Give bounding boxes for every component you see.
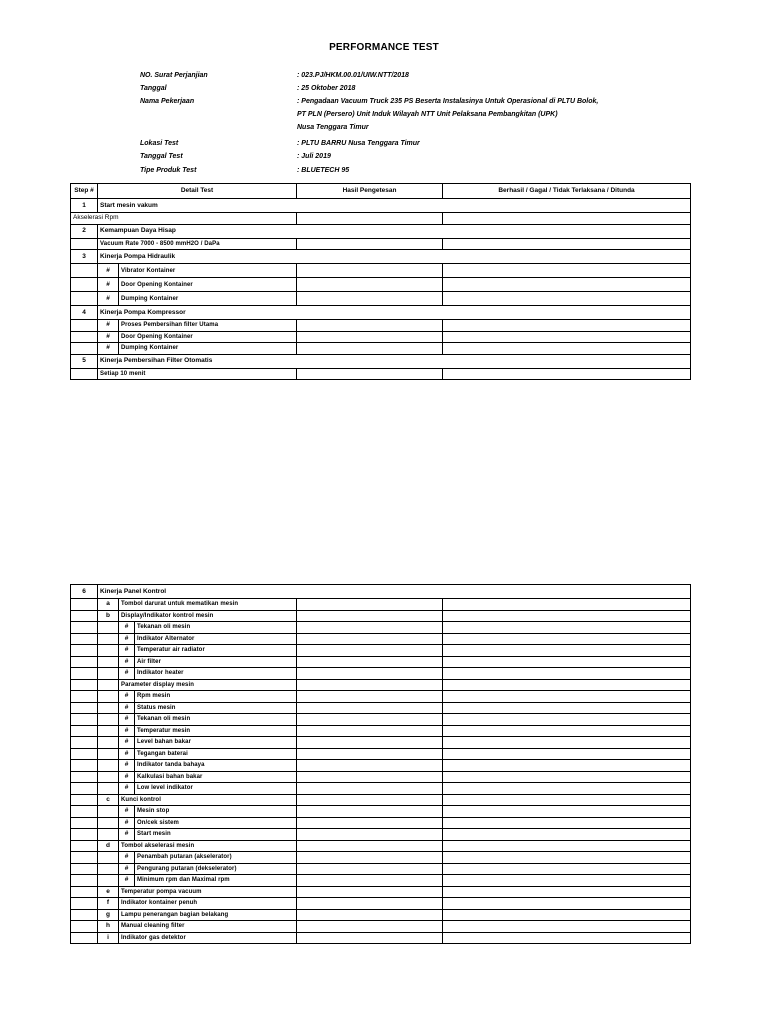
test-item: Temperatur pompa vacuum xyxy=(119,886,297,898)
item-letter: g xyxy=(98,909,119,921)
item-letter xyxy=(98,725,119,737)
item-marker: # xyxy=(119,771,135,783)
test-item: Tekanan oli mesin xyxy=(135,714,297,726)
empty-cell xyxy=(71,645,98,657)
status-cell[interactable] xyxy=(443,840,691,852)
table-row xyxy=(71,829,691,841)
table-row xyxy=(71,840,691,852)
empty-cell xyxy=(71,679,98,691)
test-item: Indikator tanda bahaya xyxy=(135,760,297,772)
status-cell[interactable] xyxy=(443,783,691,795)
status-cell[interactable] xyxy=(443,760,691,772)
result-cell[interactable] xyxy=(297,656,443,668)
step-number: 2 xyxy=(71,224,98,238)
meta-value: Nusa Tenggara Timur xyxy=(297,124,369,131)
table-row xyxy=(71,633,691,645)
item-letter xyxy=(98,668,119,680)
step-title: Kemampuan Daya Hisap xyxy=(98,224,691,238)
result-cell[interactable] xyxy=(297,921,443,933)
table-row xyxy=(71,599,691,611)
empty-cell xyxy=(71,748,98,760)
item-letter xyxy=(98,875,119,887)
test-item: Indikator heater xyxy=(135,668,297,680)
empty-cell xyxy=(71,668,98,680)
status-cell[interactable] xyxy=(443,875,691,887)
item-marker: # xyxy=(119,806,135,818)
item-marker: # xyxy=(119,668,135,680)
status-cell[interactable] xyxy=(443,264,691,278)
result-cell[interactable] xyxy=(297,748,443,760)
item-marker: # xyxy=(119,725,135,737)
meta-value: : BLUETECH 95 xyxy=(297,167,350,174)
test-item: Door Opening Kontainer xyxy=(119,278,297,292)
test-item: Rpm mesin xyxy=(135,691,297,703)
empty-cell xyxy=(71,921,98,933)
result-cell[interactable] xyxy=(297,368,443,380)
empty-cell xyxy=(71,656,98,668)
empty-cell xyxy=(71,737,98,749)
table-row xyxy=(71,875,691,887)
table-header-row xyxy=(71,184,691,199)
item-letter xyxy=(98,622,119,634)
item-letter xyxy=(98,633,119,645)
empty-cell xyxy=(71,932,98,944)
table-row xyxy=(71,199,691,213)
status-cell[interactable] xyxy=(443,679,691,691)
table-row xyxy=(71,645,691,657)
step-number: 6 xyxy=(71,585,98,599)
test-item: Tegangan baterai xyxy=(135,748,297,760)
table-row xyxy=(71,331,691,343)
table-row xyxy=(71,354,691,368)
table-row xyxy=(71,656,691,668)
result-cell[interactable] xyxy=(297,702,443,714)
table-row xyxy=(71,622,691,634)
empty-cell xyxy=(71,320,98,332)
page-title: PERFORMANCE TEST xyxy=(329,42,439,53)
test-item: Door Opening Kontainer xyxy=(119,331,297,343)
result-cell[interactable] xyxy=(297,852,443,864)
step-title: Kinerja Pompa Hidraulik xyxy=(98,250,691,264)
status-cell[interactable] xyxy=(443,668,691,680)
item-marker: # xyxy=(119,622,135,634)
empty-cell xyxy=(71,909,98,921)
empty-cell xyxy=(71,840,98,852)
test-item: Indikator kontainer penuh xyxy=(119,898,297,910)
meta-value: : PLTU BARRU Nusa Tenggara Timur xyxy=(297,140,420,147)
test-item: Proses Pembersihan filter Utama xyxy=(119,320,297,332)
item-marker: # xyxy=(119,633,135,645)
table-row xyxy=(71,725,691,737)
item-letter: c xyxy=(98,794,119,806)
test-item: Temperatur mesin xyxy=(135,725,297,737)
status-cell[interactable] xyxy=(443,292,691,306)
item-letter xyxy=(98,863,119,875)
item-letter: e xyxy=(98,886,119,898)
table-row xyxy=(71,343,691,355)
table-row xyxy=(71,898,691,910)
empty-cell xyxy=(71,331,98,343)
item-marker: # xyxy=(119,656,135,668)
status-cell[interactable] xyxy=(443,863,691,875)
meta-value: : Juli 2019 xyxy=(297,153,331,160)
item-marker: # xyxy=(98,264,119,278)
status-cell[interactable] xyxy=(443,921,691,933)
status-cell[interactable] xyxy=(443,898,691,910)
empty-cell xyxy=(71,760,98,772)
result-cell[interactable] xyxy=(297,343,443,355)
table-row xyxy=(71,250,691,264)
item-letter xyxy=(98,714,119,726)
empty-cell xyxy=(71,633,98,645)
status-cell[interactable] xyxy=(443,794,691,806)
status-cell[interactable] xyxy=(443,599,691,611)
result-cell[interactable] xyxy=(297,760,443,772)
empty-cell xyxy=(71,886,98,898)
status-cell[interactable] xyxy=(443,817,691,829)
status-cell[interactable] xyxy=(443,368,691,380)
item-letter xyxy=(98,691,119,703)
step-title: Kinerja Pompa Kompressor xyxy=(98,306,691,320)
step-title: Kinerja Pembersihan Filter Otomatis xyxy=(98,354,691,368)
item-marker: # xyxy=(119,817,135,829)
table-row xyxy=(71,806,691,818)
item-marker: # xyxy=(119,691,135,703)
empty-cell xyxy=(71,691,98,703)
empty-cell xyxy=(71,238,98,250)
result-cell[interactable] xyxy=(297,668,443,680)
test-item: Level bahan bakar xyxy=(135,737,297,749)
test-item: Tekanan oli mesin xyxy=(135,622,297,634)
result-cell[interactable] xyxy=(297,213,443,225)
empty-cell xyxy=(71,863,98,875)
status-cell[interactable] xyxy=(443,702,691,714)
item-marker: # xyxy=(98,292,119,306)
result-cell[interactable] xyxy=(297,771,443,783)
empty-cell xyxy=(71,343,98,355)
status-cell[interactable] xyxy=(443,691,691,703)
table-row xyxy=(71,224,691,238)
result-cell[interactable] xyxy=(297,817,443,829)
item-letter xyxy=(98,783,119,795)
result-cell[interactable] xyxy=(297,829,443,841)
table-row xyxy=(71,909,691,921)
table-row xyxy=(71,585,691,599)
item-marker: # xyxy=(98,320,119,332)
result-cell[interactable] xyxy=(297,863,443,875)
item-marker: # xyxy=(119,737,135,749)
item-letter: f xyxy=(98,898,119,910)
item-letter xyxy=(98,748,119,760)
item-marker: # xyxy=(98,331,119,343)
item-letter xyxy=(98,702,119,714)
status-cell[interactable] xyxy=(443,238,691,250)
table-row xyxy=(71,886,691,898)
item-marker: # xyxy=(119,783,135,795)
status-cell[interactable] xyxy=(443,886,691,898)
result-cell[interactable] xyxy=(297,898,443,910)
table-row xyxy=(71,863,691,875)
table-row xyxy=(71,213,691,225)
empty-cell xyxy=(71,622,98,634)
table-row xyxy=(71,238,691,250)
result-cell[interactable] xyxy=(297,331,443,343)
table-row xyxy=(71,610,691,622)
table-row xyxy=(71,748,691,760)
item-letter xyxy=(98,656,119,668)
result-cell[interactable] xyxy=(297,320,443,332)
empty-cell xyxy=(71,875,98,887)
table-row xyxy=(71,691,691,703)
test-item: Indikator Alternator xyxy=(135,633,297,645)
result-cell[interactable] xyxy=(297,909,443,921)
table-row xyxy=(71,668,691,680)
meta-label: Tanggal xyxy=(140,85,167,92)
meta-value: : 25 Oktober 2018 xyxy=(297,85,356,92)
item-marker: # xyxy=(119,875,135,887)
status-cell[interactable] xyxy=(443,645,691,657)
test-item: Low level indikator xyxy=(135,783,297,795)
item-marker: # xyxy=(119,645,135,657)
status-cell[interactable] xyxy=(443,806,691,818)
header-detail: Detail Test xyxy=(98,184,297,199)
table-row xyxy=(71,306,691,320)
test-item: Dumping Kontainer xyxy=(119,292,297,306)
status-cell[interactable] xyxy=(443,909,691,921)
result-cell[interactable] xyxy=(297,645,443,657)
table-row xyxy=(71,852,691,864)
result-cell[interactable] xyxy=(297,714,443,726)
header-step: Step # xyxy=(71,184,98,199)
empty-cell xyxy=(71,725,98,737)
performance-table-2 xyxy=(70,584,691,944)
status-cell[interactable] xyxy=(443,771,691,783)
result-cell[interactable] xyxy=(297,633,443,645)
table-row xyxy=(71,278,691,292)
item-marker: # xyxy=(119,714,135,726)
result-cell[interactable] xyxy=(297,610,443,622)
status-cell[interactable] xyxy=(443,633,691,645)
result-cell[interactable] xyxy=(297,875,443,887)
table-row xyxy=(71,702,691,714)
result-cell[interactable] xyxy=(297,783,443,795)
result-cell[interactable] xyxy=(297,725,443,737)
table-row xyxy=(71,760,691,772)
empty-cell xyxy=(71,806,98,818)
test-item: Temperatur air radiator xyxy=(135,645,297,657)
item-letter xyxy=(98,645,119,657)
meta-label: NO. Surat Perjanjian xyxy=(140,72,208,79)
empty-cell xyxy=(71,278,98,292)
empty-cell xyxy=(71,599,98,611)
test-item: Akselerasi Rpm xyxy=(71,213,297,225)
meta-value: : Pengadaan Vacuum Truck 235 PS Beserta Instalasinya Untuk Operasional di PLTU Bolok, xyxy=(297,98,599,105)
test-item: Penambah putaran (akselerator) xyxy=(135,852,297,864)
status-cell[interactable] xyxy=(443,331,691,343)
item-letter xyxy=(98,771,119,783)
empty-cell xyxy=(71,771,98,783)
item-marker: # xyxy=(98,343,119,355)
table-row xyxy=(71,368,691,380)
status-cell[interactable] xyxy=(443,829,691,841)
result-cell[interactable] xyxy=(297,932,443,944)
empty-cell xyxy=(71,829,98,841)
performance-table-1 xyxy=(70,183,691,380)
test-item: Tombol darurat untuk mematikan mesin xyxy=(119,599,297,611)
result-cell[interactable] xyxy=(297,886,443,898)
result-cell[interactable] xyxy=(297,737,443,749)
item-letter xyxy=(98,817,119,829)
test-item: Tombol akselerasi mesin xyxy=(119,840,297,852)
empty-cell xyxy=(71,702,98,714)
result-cell[interactable] xyxy=(297,840,443,852)
item-letter xyxy=(98,737,119,749)
test-item: Indikator gas detektor xyxy=(119,932,297,944)
table-row xyxy=(71,714,691,726)
test-item: Mesin stop xyxy=(135,806,297,818)
status-cell[interactable] xyxy=(443,320,691,332)
result-cell[interactable] xyxy=(297,599,443,611)
empty-cell xyxy=(71,783,98,795)
result-cell[interactable] xyxy=(297,622,443,634)
item-letter xyxy=(98,829,119,841)
status-cell[interactable] xyxy=(443,725,691,737)
meta-label: Nama Pekerjaan xyxy=(140,98,195,105)
empty-cell xyxy=(71,714,98,726)
empty-cell xyxy=(71,852,98,864)
meta-value: : 023.PJ/HKM.00.01/UIW.NTT/2018 xyxy=(297,72,409,79)
test-item: Air filter xyxy=(135,656,297,668)
result-cell[interactable] xyxy=(297,238,443,250)
table-row xyxy=(71,932,691,944)
item-marker: # xyxy=(119,863,135,875)
step-number: 5 xyxy=(71,354,98,368)
step-title: Kinerja Panel Kontrol xyxy=(98,585,691,599)
empty-cell xyxy=(71,794,98,806)
meta-label: Tipe Produk Test xyxy=(140,167,197,174)
header-status: Berhasil / Gagal / Tidak Terlaksana / Ditunda xyxy=(443,184,691,199)
meta-value: PT PLN (Persero) Unit Induk Wilayah NTT Unit Pelaksana Pembangkitan (UPK) xyxy=(297,111,558,118)
item-marker: # xyxy=(98,278,119,292)
test-item: On/cek sistem xyxy=(135,817,297,829)
test-item: Start mesin xyxy=(135,829,297,841)
empty-cell xyxy=(71,898,98,910)
item-marker: # xyxy=(119,829,135,841)
status-cell[interactable] xyxy=(443,656,691,668)
item-letter xyxy=(98,806,119,818)
test-item: Kalkulasi bahan bakar xyxy=(135,771,297,783)
item-letter: i xyxy=(98,932,119,944)
test-item: Display/Indikator kontrol mesin xyxy=(119,610,297,622)
status-cell[interactable] xyxy=(443,852,691,864)
test-item: Manual cleaning filter xyxy=(119,921,297,933)
step-number: 4 xyxy=(71,306,98,320)
status-cell[interactable] xyxy=(443,737,691,749)
item-letter xyxy=(98,760,119,772)
item-marker: # xyxy=(119,760,135,772)
header-hasil: Hasil Pengetesan xyxy=(297,184,443,199)
meta-label: Lokasi Test xyxy=(140,140,179,147)
empty-cell xyxy=(71,610,98,622)
step-number: 1 xyxy=(71,199,98,213)
result-cell[interactable] xyxy=(297,794,443,806)
table-row xyxy=(71,817,691,829)
status-cell[interactable] xyxy=(443,748,691,760)
test-item: Vibrator Kontainer xyxy=(119,264,297,278)
test-item: Parameter display mesin xyxy=(119,679,297,691)
status-cell[interactable] xyxy=(443,213,691,225)
item-letter: h xyxy=(98,921,119,933)
result-cell[interactable] xyxy=(297,278,443,292)
status-cell[interactable] xyxy=(443,343,691,355)
table-row xyxy=(71,783,691,795)
item-letter xyxy=(98,679,119,691)
test-item: Dumping Kontainer xyxy=(119,343,297,355)
meta-label: Tanggal Test xyxy=(140,153,183,160)
result-cell[interactable] xyxy=(297,806,443,818)
result-cell[interactable] xyxy=(297,264,443,278)
step-title: Start mesin vakum xyxy=(98,199,691,213)
status-cell[interactable] xyxy=(443,622,691,634)
table-row xyxy=(71,292,691,306)
test-item: Pengurang putaran (dekselerator) xyxy=(135,863,297,875)
table-row xyxy=(71,794,691,806)
empty-cell xyxy=(71,817,98,829)
result-cell[interactable] xyxy=(297,679,443,691)
test-item: Vacuum Rate 7000 - 8500 mmH2O / DaPa xyxy=(98,238,297,250)
table-row xyxy=(71,679,691,691)
test-item: Setiap 10 menit xyxy=(98,368,297,380)
empty-cell xyxy=(71,368,98,380)
table-row xyxy=(71,921,691,933)
item-letter: a xyxy=(98,599,119,611)
test-item: Lampu penerangan bagian belakang xyxy=(119,909,297,921)
empty-cell xyxy=(71,264,98,278)
item-letter xyxy=(98,852,119,864)
table-row xyxy=(71,264,691,278)
empty-cell xyxy=(71,292,98,306)
table-row xyxy=(71,771,691,783)
status-cell[interactable] xyxy=(443,714,691,726)
test-item: Status mesin xyxy=(135,702,297,714)
step-number: 3 xyxy=(71,250,98,264)
item-marker: # xyxy=(119,702,135,714)
item-letter: b xyxy=(98,610,119,622)
item-marker: # xyxy=(119,748,135,760)
status-cell[interactable] xyxy=(443,610,691,622)
test-item: Kunci kontrol xyxy=(119,794,297,806)
item-marker: # xyxy=(119,852,135,864)
test-item: Minimum rpm dan Maximal rpm xyxy=(135,875,297,887)
result-cell[interactable] xyxy=(297,691,443,703)
result-cell[interactable] xyxy=(297,292,443,306)
item-letter: d xyxy=(98,840,119,852)
table-row xyxy=(71,737,691,749)
table-row xyxy=(71,320,691,332)
status-cell[interactable] xyxy=(443,932,691,944)
status-cell[interactable] xyxy=(443,278,691,292)
